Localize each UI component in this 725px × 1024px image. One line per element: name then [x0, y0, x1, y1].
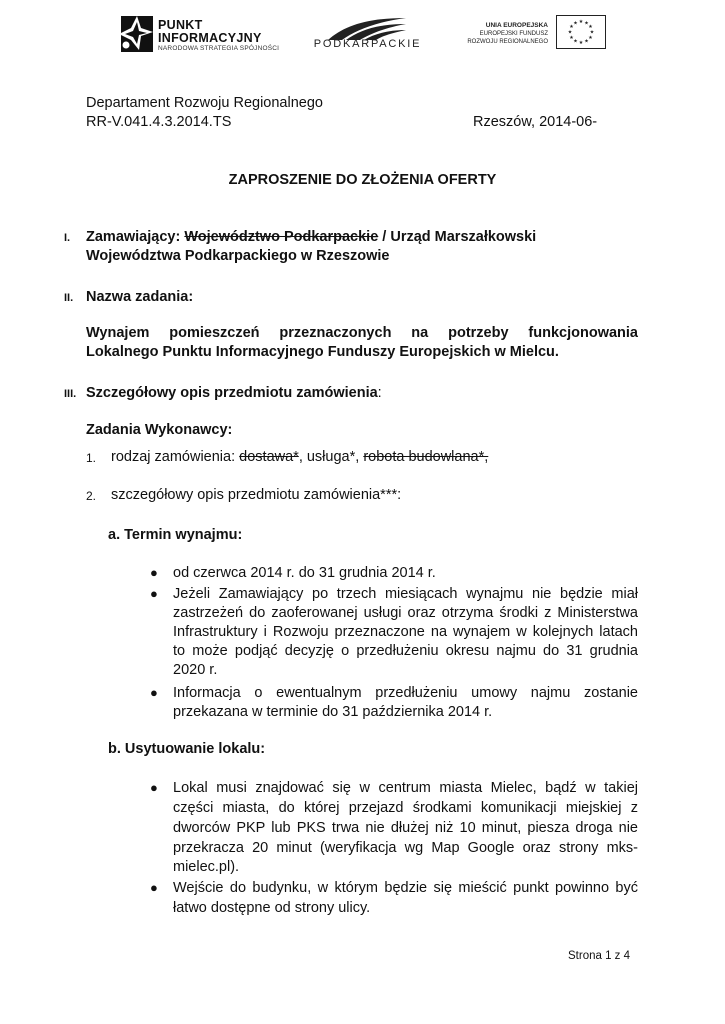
bullet-icon: ● — [150, 685, 158, 700]
sub-a-bullet-2-line4: to może podjąć decyzję o przedłużeniu okresu najmu do 31 grudnia — [173, 643, 638, 659]
sub-a-bullet-2-line3: Infrastruktury i Rozwoju przeznaczone na wynajem w kolejnych latach — [173, 624, 638, 640]
sub-b-bullet-1-line4: przekracza 20 minut (weryfikacja wg Map Google oraz strony mks- — [173, 840, 638, 856]
item-1-number: 1. — [86, 451, 97, 465]
svg-text:★: ★ — [569, 24, 574, 30]
reference-number: RR-V.041.4.3.2014.TS — [86, 114, 232, 130]
svg-text:★: ★ — [578, 19, 584, 25]
sub-a-bullet-2-line2: zastrzeżeń do zaoferowanej usługi oraz otrzyma środki z Ministerstwa — [173, 605, 638, 621]
sub-b-bullet-1-line3: dworców PKP lub PKS trwa nie dłużej niż 10 minut, piesza droga nie — [173, 820, 638, 836]
logo-punkt-line1: PUNKT — [158, 18, 203, 32]
eu-flag-icon — [556, 15, 606, 49]
sub-b-bullet-1-line5: mielec.pl). — [173, 859, 240, 875]
sub-a-bullet-3-line2: przekazana w terminie do 31 października 2014 r. — [173, 704, 493, 720]
svg-text:★: ★ — [588, 24, 593, 30]
svg-text:★: ★ — [573, 38, 578, 45]
bullet-icon: ● — [150, 780, 158, 795]
item-1-label: rodzaj zamówienia: — [111, 449, 240, 465]
sub-b-bullet-2-line1: Wejście do budynku, w którym będzie się mieścić punkt powinno być — [173, 880, 638, 896]
svg-text:★: ★ — [578, 40, 584, 46]
sub-a-bullet-1: od czerwca 2014 r. do 31 grudnia 2014 r. — [173, 565, 436, 581]
logo-podkarpackie-text: PODKARPACKIE — [313, 38, 422, 50]
section-1-line2: Województwa Podkarpackiego w Rzeszowie — [86, 248, 390, 264]
section-3-heading — [86, 384, 382, 403]
item-1-dostawa: dostawa* — [239, 449, 299, 465]
logo-punkt-line2: INFORMACYJNY — [158, 31, 262, 45]
sub-a-heading: a. Termin wynajmu: — [108, 527, 243, 543]
svg-text:★: ★ — [584, 38, 589, 45]
sub-a-bullet-3-line1: Informacja o ewentualnym przedłużeniu umowy najmu zostanie — [173, 685, 638, 701]
section-2-desc-line1: Wynajem pomieszczeń przeznaczonych na potrzeby funkcjonowania — [86, 325, 638, 341]
section-1-line1 — [86, 228, 536, 247]
svg-text:★: ★ — [584, 20, 589, 27]
section-1-label: Zamawiający: — [86, 229, 181, 245]
item-1-robota: robota budowlana*, — [363, 449, 489, 465]
item-2-number: 2. — [86, 489, 97, 503]
section-3-colon: : — [377, 385, 382, 401]
logo-eu-line3: ROZWOJU REGIONALNEGO — [467, 39, 548, 45]
sub-b-bullet-1-line1: Lokal musi znajdować się w centrum miasta Mielec, bądź w takiej — [173, 780, 638, 796]
section-1-struck-text: Województwo Podkarpackie — [184, 229, 379, 245]
svg-text:★: ★ — [588, 35, 593, 41]
section-1-numeral: I. — [64, 232, 71, 244]
item-1-usluga: , usługa*, — [298, 449, 364, 465]
bullet-icon: ● — [150, 586, 158, 601]
svg-text:★: ★ — [567, 29, 573, 36]
punkt-informacyjny-logo-icon — [117, 14, 155, 54]
svg-text:★: ★ — [573, 20, 578, 27]
department-name: Departament Rozwoju Regionalnego — [86, 95, 323, 111]
section-3-label: Szczegółowy opis przedmiotu zamówienia — [86, 385, 378, 401]
section-2-desc-line2: Lokalnego Punktu Informacyjnego Funduszy Europejskich w Mielcu. — [86, 344, 559, 360]
item-2-text: szczegółowy opis przedmiotu zamówienia***: — [111, 487, 402, 503]
section-2-numeral: II. — [64, 292, 74, 304]
bullet-icon: ● — [150, 565, 158, 580]
sub-a-bullet-2-line1: Jeżeli Zamawiający po trzech miesiącach wynajmu nie będzie miał — [173, 586, 638, 602]
page-title: ZAPROSZENIE DO ZŁOŻENIA OFERTY — [228, 172, 497, 188]
section-1-rest: / Urząd Marszałkowski — [378, 229, 537, 245]
place-date: Rzeszów, 2014-06- — [473, 114, 598, 130]
page-number: Strona 1 z 4 — [568, 950, 631, 962]
logo-eu-line2: EUROPEJSKI FUNDUSZ — [479, 31, 548, 37]
logo-eu-line1: UNIA EUROPEJSKA — [485, 22, 548, 29]
section-2-label: Nazwa zadania: — [86, 289, 194, 305]
logo-punkt-line3: NARODOWA STRATEGIA SPÓJNOŚCI — [158, 45, 280, 52]
sub-a-bullet-2-line5: 2020 r. — [173, 662, 218, 678]
sub-b-heading: b. Usytuowanie lokalu: — [108, 741, 266, 757]
sub-b-bullet-1-line2: części miasta, do której przejazd środkami komunikacji miejskiej z — [173, 800, 638, 816]
item-1-text — [111, 448, 488, 467]
svg-text:★: ★ — [589, 29, 595, 36]
svg-text:★: ★ — [569, 35, 574, 41]
section-3-numeral: III. — [64, 388, 77, 400]
sub-b-bullet-2-line2: łatwo dostępne od strony ulicy. — [173, 900, 371, 916]
tasks-heading: Zadania Wykonawcy: — [86, 422, 233, 438]
bullet-icon: ● — [150, 880, 158, 895]
